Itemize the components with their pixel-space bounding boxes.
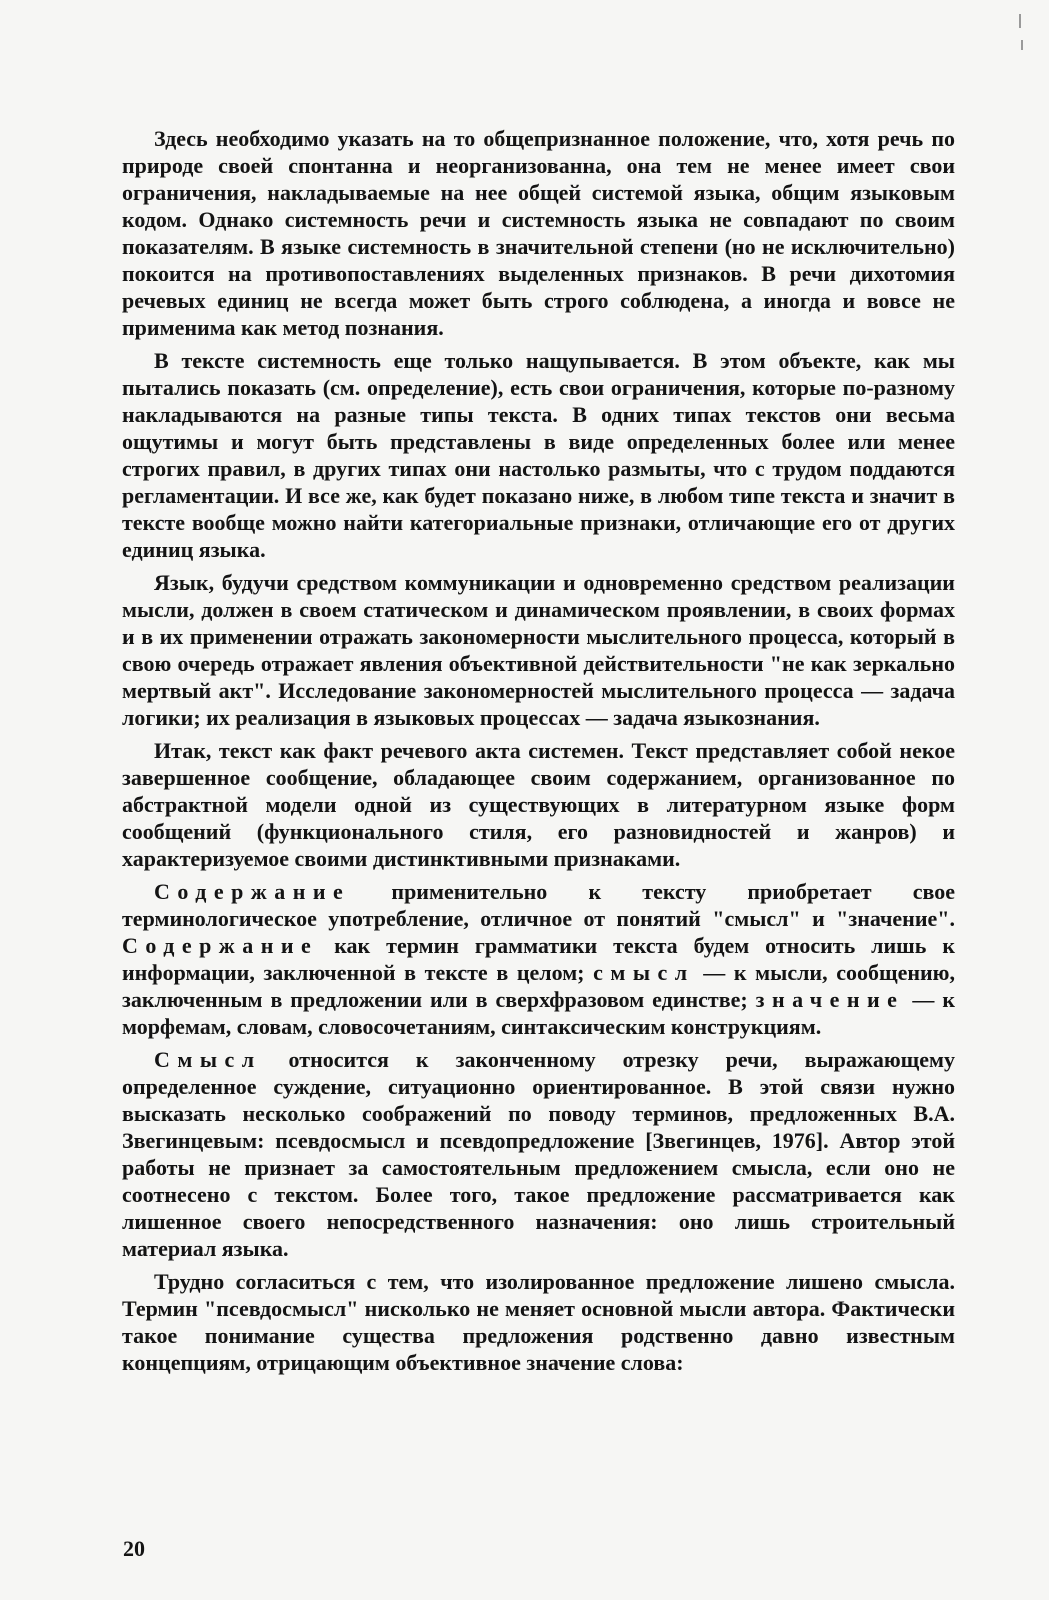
scan-edge-mark xyxy=(1019,14,1021,28)
paragraph-2: В тексте системность еще только нащупывается. В этом объекте, как мы пытались показать (см. определение), есть свои ограничения, которые по-разному накладываются на разные типы текста. В одних типах текстов они весьма ощутимы и могут быть представлены в виде определенных более или менее строгих правил, в других типах они настолько размыты, что с трудом поддаются регламентации. И все же, как будет показано ниже, в любом типе текста и значит в тексте вообще можно найти категориальные признаки, отличающие его от других единиц языка. xyxy=(122,348,955,562)
paragraph-5-text-1: применительно к тексту приобретает свое терминологическое употребление, отличное от понятий "смысл" и "значение". xyxy=(122,879,955,931)
scan-edge-mark xyxy=(1021,40,1023,50)
paragraph-6-text: относится к законченному отрезку речи, выражающему определенное суждение, ситуационно ориентированное. В этой связи нужно высказать несколько соображений по поводу терминов, предложенных В.А. Звегинцевым: псевдосмысл и псевдопредложение [Звегинцев, 1976]. Автор этой работы не признает за самостоятельным предложением смысла, если оно не соотнесено с текстом. Более того, такое предложение рассматривается как лишенное своего непосредственного назначения: оно лишь строительный материал языка. xyxy=(122,1047,955,1261)
paragraph-3: Язык, будучи средством коммуникации и одновременно средством реализации мысли, должен в своем статическом и динамическом проявлении, в своих формах и в их применении отражать закономерности мыслительного процесса, который в свою очередь отражает явления объективной действительности "не как зеркально мертвый акт". Исследование закономерностей мыслительного процесса — задача логики; их реализация в языковых процессах — задача языкознания. xyxy=(122,570,955,730)
paragraph-5-text-2: как термин грамматики текста будем относить лишь к информации, заключенной в тексте в целом; xyxy=(122,933,955,985)
spaced-term: смысл xyxy=(593,960,695,985)
paragraph-5-text-3: — к мысли, сообщению, заключенным в предложении или в сверхфразовом единстве; xyxy=(122,960,955,1012)
paragraph-5 xyxy=(122,878,955,1040)
spaced-term: Содержание xyxy=(154,879,351,904)
paragraph-5-text-4: — к морфемам, словам, словосочетаниям, синтаксическим конструкциям. xyxy=(122,987,955,1039)
body-text xyxy=(122,125,955,1382)
paragraph-7: Трудно согласиться с тем, что изолированное предложение лишено смысла. Термин "псевдосмысл" нисколько не меняет основной мысли автора. Фактически такое понимание существа предложения родственно давно известным концепциям, отрицающим объективное значение слова: xyxy=(122,1269,955,1375)
page-number: 20 xyxy=(123,1536,145,1561)
spaced-term: Содержание xyxy=(122,933,319,958)
paragraph-1: Здесь необходимо указать на то общепризнанное положение, что, хотя речь по природе своей спонтанна и неорганизованна, она тем не менее имеет свои ограничения, накладываемые на нее общей системой языка, общим языковым кодом. Однако системность речи и системность языка не совпадают по своим показателям. В языке системность в значительной степени (но не исключительно) покоится на противопоставлениях выделенных признаков. В речи дихотомия речевых единиц не всегда может быть строго соблюдена, а иногда и вовсе не применима как метод познания. xyxy=(122,126,955,340)
paragraph-6 xyxy=(122,1046,955,1262)
spaced-term: Смысл xyxy=(154,1047,262,1072)
spaced-term: значение xyxy=(755,987,905,1012)
paragraph-4: Итак, текст как факт речевого акта системен. Текст представляет собой некое завершенное сообщение, обладающее своим содержанием, организованное по абстрактной модели одной из существующих в литературном языке форм сообщений (функционального стиля, его разновидностей и жанров) и характеризуемое своими дистинктивными признаками. xyxy=(122,738,955,871)
